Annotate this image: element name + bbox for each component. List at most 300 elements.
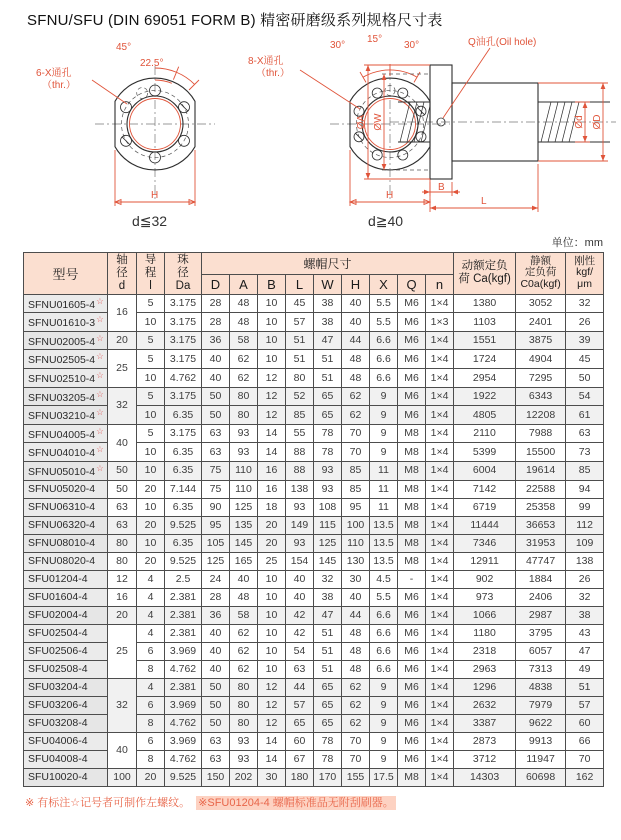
cell-nut-D: 50 (202, 696, 230, 714)
cell-rigidity: 43 (566, 624, 604, 642)
cell-nut-n: 1×4 (426, 570, 454, 588)
cell-ball-diameter: 3.175 (165, 331, 202, 350)
dim-label-b: B (438, 182, 445, 193)
left-thread-star-icon: ☆ (96, 370, 104, 380)
cell-nut-B: 20 (258, 516, 286, 534)
cell-ball-diameter: 6.35 (165, 498, 202, 516)
cell-nut-H: 70 (342, 424, 370, 443)
angle-label-22-5: 22.5° (140, 58, 164, 69)
cell-nut-W: 38 (314, 588, 342, 606)
cell-static-load: 4904 (516, 350, 566, 369)
cell-lead: 10 (137, 498, 165, 516)
cell-rigidity: 60 (566, 714, 604, 732)
cell-nut-Q: - (398, 570, 426, 588)
cell-rigidity: 51 (566, 678, 604, 696)
cell-nut-B: 10 (258, 350, 286, 369)
cell-shaft-diameter: 63 (108, 498, 137, 516)
cell-nut-X: 9 (370, 406, 398, 425)
table-row (24, 588, 604, 606)
cell-nut-D: 105 (202, 534, 230, 552)
cell-nut-A: 93 (230, 443, 258, 462)
cell-static-load: 2401 (516, 313, 566, 332)
cell-nut-D: 63 (202, 750, 230, 768)
cell-nut-A: 80 (230, 678, 258, 696)
cell-nut-n: 1×4 (426, 732, 454, 750)
cell-nut-Q: M6 (398, 313, 426, 332)
hole-count-label-6x: 6-X通孔 (36, 68, 72, 79)
cell-nut-W: 108 (314, 498, 342, 516)
cell-model: SFU03206-4 (24, 696, 108, 714)
cell-lead: 4 (137, 624, 165, 642)
col-header-rigidity: 刚性 kgf/ μm (566, 253, 604, 295)
cell-nut-A: 62 (230, 369, 258, 388)
cell-rigidity: 50 (566, 369, 604, 388)
table-row (24, 624, 604, 642)
cell-lead: 6 (137, 732, 165, 750)
cell-nut-L: 44 (286, 678, 314, 696)
cell-rigidity: 54 (566, 387, 604, 406)
cell-rigidity: 47 (566, 642, 604, 660)
cell-nut-H: 95 (342, 498, 370, 516)
cell-lead: 6 (137, 696, 165, 714)
left-thread-star-icon: ☆ (96, 444, 104, 455)
cell-nut-H: 70 (342, 732, 370, 750)
left-thread-star-icon: ☆ (96, 314, 104, 325)
cell-static-load: 3052 (516, 294, 566, 313)
cell-nut-n: 1×4 (426, 350, 454, 369)
table-row (24, 606, 604, 624)
table-row (24, 516, 604, 534)
cell-nut-n: 1×4 (426, 696, 454, 714)
cell-nut-X: 11 (370, 461, 398, 480)
cell-static-load: 7979 (516, 696, 566, 714)
cell-nut-L: 88 (286, 461, 314, 480)
cell-nut-D: 40 (202, 660, 230, 678)
footnote-left-thread: ※ 有标注☆记号者可制作左螺纹。 (25, 796, 191, 809)
cell-nut-n: 1×4 (426, 498, 454, 516)
cell-nut-H: 110 (342, 534, 370, 552)
table-row (24, 424, 604, 443)
cell-lead: 20 (137, 480, 165, 498)
table-row (24, 678, 604, 696)
cell-nut-n: 1×4 (426, 331, 454, 350)
cell-dynamic-load: 1724 (454, 350, 516, 369)
cell-nut-L: 65 (286, 714, 314, 732)
cell-rigidity: 162 (566, 768, 604, 786)
cell-nut-H: 155 (342, 768, 370, 786)
cell-nut-B: 16 (258, 461, 286, 480)
left-thread-star-icon: ☆ (96, 425, 104, 436)
dim-h-middle: H (386, 190, 394, 201)
cell-dynamic-load: 4805 (454, 406, 516, 425)
cell-nut-H: 40 (342, 313, 370, 332)
cell-rigidity: 26 (566, 570, 604, 588)
table-row (24, 387, 604, 406)
col-header-ball-diameter: 珠 径 Da (165, 253, 202, 295)
cell-nut-Q: M8 (398, 768, 426, 786)
cell-nut-B: 10 (258, 624, 286, 642)
col-header-model: 型号 (24, 253, 108, 295)
cell-rigidity: 112 (566, 516, 604, 534)
cell-nut-H: 48 (342, 624, 370, 642)
flange-front-view-large (330, 64, 450, 206)
table-row (24, 294, 604, 313)
angle-label-30-right: 30° (404, 40, 420, 51)
cell-rigidity: 109 (566, 534, 604, 552)
cell-lead: 20 (137, 516, 165, 534)
cell-nut-W: 65 (314, 406, 342, 425)
cell-nut-B: 12 (258, 406, 286, 425)
cell-rigidity: 85 (566, 461, 604, 480)
cell-static-load: 1884 (516, 570, 566, 588)
cell-nut-L: 60 (286, 732, 314, 750)
spec-table (23, 252, 604, 787)
cell-lead: 4 (137, 570, 165, 588)
cell-nut-H: 62 (342, 406, 370, 425)
cell-nut-L: 88 (286, 443, 314, 462)
cell-nut-Q: M6 (398, 294, 426, 313)
cell-nut-X: 6.6 (370, 331, 398, 350)
cell-nut-X: 9 (370, 424, 398, 443)
table-row (24, 534, 604, 552)
spec-table-header (24, 253, 604, 295)
col-header-H: H (342, 275, 370, 295)
cell-model: SFNU04005-4☆ (24, 424, 108, 443)
cell-nut-n: 1×4 (426, 516, 454, 534)
cell-lead: 8 (137, 714, 165, 732)
dim-label-od-big: ØD (592, 114, 603, 130)
cell-nut-Q: M6 (398, 732, 426, 750)
cell-rigidity: 45 (566, 350, 604, 369)
cell-nut-X: 6.6 (370, 350, 398, 369)
cell-nut-D: 95 (202, 516, 230, 534)
cell-nut-Q: M8 (398, 461, 426, 480)
cell-static-load: 19614 (516, 461, 566, 480)
col-header-D: D (202, 275, 230, 295)
cell-model: SFU04008-4 (24, 750, 108, 768)
footnote-no-wiper: ※SFU01204-4 螺帽标准品无附刮刷器。 (198, 796, 394, 809)
cell-nut-W: 38 (314, 294, 342, 313)
cell-nut-B: 12 (258, 696, 286, 714)
cell-nut-X: 5.5 (370, 313, 398, 332)
cell-nut-Q: M8 (398, 443, 426, 462)
cell-nut-H: 62 (342, 696, 370, 714)
cell-model: SFU03204-4 (24, 678, 108, 696)
cell-dynamic-load: 1180 (454, 624, 516, 642)
cell-ball-diameter: 4.762 (165, 714, 202, 732)
cell-nut-X: 13.5 (370, 552, 398, 570)
cell-nut-W: 93 (314, 461, 342, 480)
cell-nut-A: 40 (230, 570, 258, 588)
cell-lead: 10 (137, 534, 165, 552)
cell-dynamic-load: 973 (454, 588, 516, 606)
cell-nut-H: 48 (342, 369, 370, 388)
cell-nut-D: 63 (202, 732, 230, 750)
cell-ball-diameter: 2.381 (165, 678, 202, 696)
cell-nut-L: 180 (286, 768, 314, 786)
cell-ball-diameter: 3.175 (165, 294, 202, 313)
cell-nut-L: 45 (286, 294, 314, 313)
col-header-lead: 导 程 l (137, 253, 165, 295)
cell-rigidity: 73 (566, 443, 604, 462)
cell-nut-B: 14 (258, 750, 286, 768)
cell-shaft-diameter: 25 (108, 624, 137, 678)
cell-nut-B: 12 (258, 678, 286, 696)
cell-lead: 6 (137, 642, 165, 660)
cell-nut-X: 9 (370, 714, 398, 732)
cell-nut-B: 10 (258, 294, 286, 313)
cell-static-load: 11947 (516, 750, 566, 768)
left-thread-star-icon: ☆ (96, 407, 104, 418)
cell-model: SFU04006-4 (24, 732, 108, 750)
cell-ball-diameter: 6.35 (165, 534, 202, 552)
cell-nut-L: 55 (286, 424, 314, 443)
angle-label-30-left: 30° (330, 40, 346, 51)
cell-rigidity: 66 (566, 732, 604, 750)
cell-dynamic-load: 2873 (454, 732, 516, 750)
cell-nut-A: 125 (230, 498, 258, 516)
cell-static-load: 47747 (516, 552, 566, 570)
cell-nut-n: 1×4 (426, 552, 454, 570)
cell-nut-L: 149 (286, 516, 314, 534)
cell-nut-D: 75 (202, 480, 230, 498)
cell-nut-A: 93 (230, 750, 258, 768)
cell-nut-n: 1×4 (426, 424, 454, 443)
cell-nut-H: 48 (342, 642, 370, 660)
cell-dynamic-load: 1922 (454, 387, 516, 406)
cell-nut-n: 1×4 (426, 443, 454, 462)
cell-nut-X: 4.5 (370, 570, 398, 588)
cell-nut-L: 52 (286, 387, 314, 406)
thr-label-middle: （thr.） (256, 68, 290, 79)
cell-nut-B: 10 (258, 313, 286, 332)
cell-nut-A: 165 (230, 552, 258, 570)
cell-ball-diameter: 2.381 (165, 606, 202, 624)
cell-nut-D: 50 (202, 714, 230, 732)
dim-label-ow: ØW (373, 113, 384, 131)
cell-model: SFU03208-4 (24, 714, 108, 732)
table-row (24, 480, 604, 498)
cell-nut-B: 10 (258, 660, 286, 678)
cell-nut-H: 40 (342, 588, 370, 606)
cell-nut-W: 65 (314, 387, 342, 406)
cell-nut-B: 10 (258, 570, 286, 588)
hole-count-label-8x: 8-X通孔 (248, 56, 284, 67)
col-header-dynamic-load: 动额定负 荷 Ca(kgf) (454, 253, 516, 295)
cell-static-load: 9622 (516, 714, 566, 732)
cell-nut-X: 13.5 (370, 516, 398, 534)
col-header-W: W (314, 275, 342, 295)
cell-shaft-diameter: 40 (108, 424, 137, 461)
cell-nut-H: 62 (342, 714, 370, 732)
cell-dynamic-load: 902 (454, 570, 516, 588)
cell-nut-X: 6.6 (370, 606, 398, 624)
cell-nut-X: 5.5 (370, 588, 398, 606)
cell-model: SFNU08010-4 (24, 534, 108, 552)
cell-ball-diameter: 2.5 (165, 570, 202, 588)
cell-lead: 4 (137, 588, 165, 606)
cell-nut-X: 9 (370, 732, 398, 750)
cell-lead: 5 (137, 294, 165, 313)
cell-nut-B: 12 (258, 369, 286, 388)
cell-dynamic-load: 12911 (454, 552, 516, 570)
cell-nut-B: 12 (258, 714, 286, 732)
cell-nut-X: 9 (370, 443, 398, 462)
cell-shaft-diameter: 63 (108, 516, 137, 534)
cell-nut-D: 36 (202, 606, 230, 624)
left-thread-star-icon: ☆ (96, 332, 104, 343)
cell-nut-D: 36 (202, 331, 230, 350)
cell-nut-W: 170 (314, 768, 342, 786)
cell-nut-X: 11 (370, 498, 398, 516)
cell-lead: 5 (137, 350, 165, 369)
cell-ball-diameter: 3.175 (165, 350, 202, 369)
oil-hole-label: Q油孔(Oil hole) (468, 37, 537, 48)
cell-nut-B: 12 (258, 387, 286, 406)
cell-nut-Q: M6 (398, 750, 426, 768)
cell-nut-n: 1×4 (426, 624, 454, 642)
cell-nut-W: 115 (314, 516, 342, 534)
cell-model: SFNU02005-4☆ (24, 331, 108, 350)
cell-shaft-diameter: 20 (108, 606, 137, 624)
cell-nut-n: 1×4 (426, 714, 454, 732)
cell-nut-n: 1×4 (426, 768, 454, 786)
cell-nut-A: 93 (230, 732, 258, 750)
cell-nut-Q: M8 (398, 552, 426, 570)
cell-ball-diameter: 6.35 (165, 443, 202, 462)
cell-ball-diameter: 7.144 (165, 480, 202, 498)
cell-nut-X: 9 (370, 696, 398, 714)
cell-nut-D: 40 (202, 350, 230, 369)
cell-nut-Q: M6 (398, 387, 426, 406)
cell-nut-Q: M6 (398, 660, 426, 678)
cell-nut-A: 80 (230, 696, 258, 714)
cell-rigidity: 70 (566, 750, 604, 768)
cell-rigidity: 57 (566, 696, 604, 714)
cell-shaft-diameter: 40 (108, 732, 137, 768)
cell-nut-W: 38 (314, 313, 342, 332)
cell-nut-B: 10 (258, 642, 286, 660)
cell-nut-L: 67 (286, 750, 314, 768)
cell-nut-X: 6.6 (370, 624, 398, 642)
cell-nut-A: 93 (230, 424, 258, 443)
cell-nut-X: 6.6 (370, 369, 398, 388)
cell-static-load: 25358 (516, 498, 566, 516)
table-row (24, 768, 604, 786)
cell-nut-Q: M6 (398, 642, 426, 660)
cell-shaft-diameter: 16 (108, 294, 137, 331)
cell-nut-n: 1×4 (426, 406, 454, 425)
cell-nut-n: 1×4 (426, 387, 454, 406)
cell-model: SFU02506-4 (24, 642, 108, 660)
cell-nut-B: 18 (258, 498, 286, 516)
cell-nut-n: 1×4 (426, 660, 454, 678)
cell-static-load: 22588 (516, 480, 566, 498)
cell-nut-D: 50 (202, 387, 230, 406)
cell-nut-H: 130 (342, 552, 370, 570)
cell-static-load: 31953 (516, 534, 566, 552)
cell-nut-A: 62 (230, 350, 258, 369)
cell-nut-W: 78 (314, 424, 342, 443)
cell-nut-L: 80 (286, 369, 314, 388)
cell-nut-H: 48 (342, 350, 370, 369)
cell-lead: 10 (137, 461, 165, 480)
cell-nut-W: 78 (314, 732, 342, 750)
cell-nut-B: 20 (258, 534, 286, 552)
cell-dynamic-load: 2963 (454, 660, 516, 678)
cell-nut-D: 125 (202, 552, 230, 570)
cell-ball-diameter: 6.35 (165, 461, 202, 480)
cell-lead: 5 (137, 424, 165, 443)
cell-nut-Q: M6 (398, 350, 426, 369)
cell-nut-L: 154 (286, 552, 314, 570)
cell-nut-n: 1×4 (426, 480, 454, 498)
col-header-Q: Q (398, 275, 426, 295)
cell-nut-H: 100 (342, 516, 370, 534)
cell-model: SFNU03210-4☆ (24, 406, 108, 425)
cell-nut-L: 40 (286, 570, 314, 588)
cell-nut-W: 78 (314, 750, 342, 768)
cell-dynamic-load: 2954 (454, 369, 516, 388)
cell-dynamic-load: 3387 (454, 714, 516, 732)
cell-nut-B: 25 (258, 552, 286, 570)
cell-model: SFNU01605-4☆ (24, 294, 108, 313)
cell-lead: 10 (137, 443, 165, 462)
cell-model: SFU02508-4 (24, 660, 108, 678)
cell-nut-X: 13.5 (370, 534, 398, 552)
cell-ball-diameter: 9.525 (165, 516, 202, 534)
cell-dynamic-load: 1551 (454, 331, 516, 350)
cell-nut-n: 1×4 (426, 678, 454, 696)
table-row (24, 461, 604, 480)
cell-nut-D: 90 (202, 498, 230, 516)
cell-nut-W: 125 (314, 534, 342, 552)
footnotes (25, 794, 621, 810)
cell-rigidity: 26 (566, 313, 604, 332)
cell-static-load: 7313 (516, 660, 566, 678)
cell-nut-L: 42 (286, 624, 314, 642)
cell-nut-A: 80 (230, 714, 258, 732)
cell-lead: 8 (137, 750, 165, 768)
table-row (24, 498, 604, 516)
cell-nut-W: 65 (314, 714, 342, 732)
cell-static-load: 36653 (516, 516, 566, 534)
left-thread-star-icon: ☆ (96, 462, 104, 473)
cell-nut-W: 65 (314, 696, 342, 714)
dim-h-left: H (151, 190, 159, 201)
cell-nut-X: 5.5 (370, 294, 398, 313)
cell-static-load: 4838 (516, 678, 566, 696)
cell-nut-D: 28 (202, 588, 230, 606)
cell-nut-D: 40 (202, 642, 230, 660)
cell-rigidity: 39 (566, 331, 604, 350)
cell-rigidity: 138 (566, 552, 604, 570)
cell-nut-A: 110 (230, 480, 258, 498)
cell-static-load: 12208 (516, 406, 566, 425)
cell-nut-H: 70 (342, 750, 370, 768)
left-thread-star-icon: ☆ (96, 351, 104, 362)
cell-ball-diameter: 3.175 (165, 424, 202, 443)
cell-nut-H: 30 (342, 570, 370, 588)
cell-nut-W: 65 (314, 678, 342, 696)
cell-shaft-diameter: 32 (108, 678, 137, 732)
cell-nut-L: 51 (286, 331, 314, 350)
col-header-static-load: 静额 定负荷 C0a(kgf) (516, 253, 566, 295)
cell-rigidity: 32 (566, 588, 604, 606)
cell-lead: 20 (137, 552, 165, 570)
cell-shaft-diameter: 80 (108, 534, 137, 552)
cell-model: SFNU03205-4☆ (24, 387, 108, 406)
